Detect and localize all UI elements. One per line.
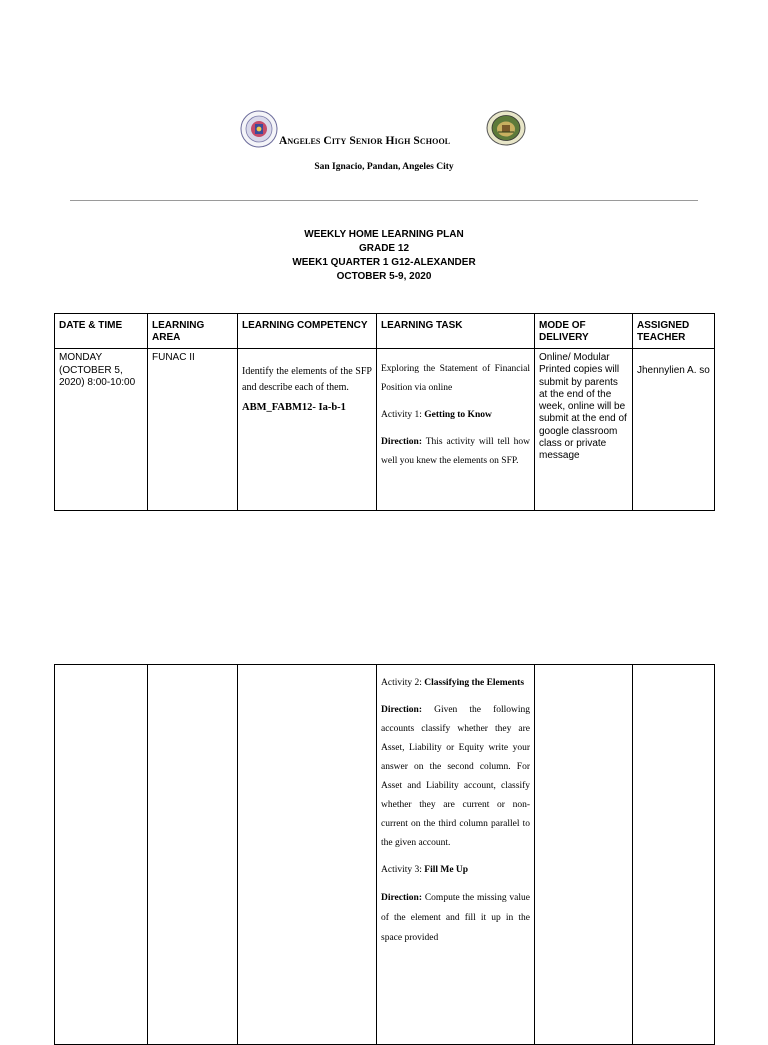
activity-3-title: Fill Me Up [424, 865, 469, 875]
table-header-row [55, 314, 715, 349]
learning-task-cell [377, 665, 535, 1045]
direction-text: This activity will tell how well you knew the elements on SFP. [381, 437, 530, 466]
learning-competency-cell [238, 665, 377, 1045]
header-learning-task: LEARNING TASK [377, 314, 535, 349]
date-time-cell [55, 665, 148, 1045]
learning-competency-cell [238, 349, 377, 511]
direction-text: Given the following accounts classify whether they are Asset, Liability or Equity write your answer on the second column. For Asset and Liability account, classify whether they are current or non-current on the third column parallel to the given account. [381, 705, 531, 848]
activity-2-direction [381, 701, 530, 853]
table-row [55, 665, 715, 1045]
plan-title [0, 228, 768, 284]
activity-1-direction [381, 433, 530, 471]
mode-of-delivery-cell: Online/ Modular Printed copies will submit by parents at the end of the week, online will be submit at the end of google classroom class or private message [535, 349, 633, 511]
activity-1-label: Activity 1: [381, 410, 422, 420]
learning-task-cell [377, 349, 535, 511]
direction-text: Compute the missing value of the element and fill it up in the space provided [381, 893, 530, 943]
school-name: Angeles City Senior High School [279, 135, 451, 147]
plan-date-line: OCTOBER 5-9, 2020 [336, 271, 432, 282]
learning-plan-table-continued [54, 664, 715, 1045]
deped-seal-icon [240, 110, 278, 148]
learning-area-cell: FUNAC II [148, 349, 238, 511]
competency-code: ABM_FABM12- Ia-b-1 [242, 402, 346, 413]
assigned-teacher-cell: Jhennylien A. so [633, 349, 715, 511]
plan-title-line: WEEKLY HOME LEARNING PLAN [304, 229, 464, 240]
activity-2-title: Classifying the Elements [424, 678, 525, 688]
header-mode-of-delivery: MODE OF DELIVERY [535, 314, 633, 349]
activity-3-label: Activity 3: [381, 865, 422, 875]
plan-grade-line: GRADE 12 [358, 243, 409, 254]
date-time-cell: MONDAY (OCTOBER 5, 2020) 8:00-10:00 [55, 349, 148, 511]
table-row [55, 349, 715, 511]
school-seal-icon [486, 110, 526, 146]
header-learning-area: LEARNING AREA [148, 314, 238, 349]
direction-label: Direction: [381, 893, 422, 903]
assigned-teacher-cell [633, 665, 715, 1045]
learning-plan-table [54, 313, 715, 511]
header-learning-competency: LEARNING COMPETENCY [238, 314, 377, 349]
header-assigned-teacher: ASSIGNED TEACHER [633, 314, 715, 349]
mode-of-delivery-cell [535, 665, 633, 1045]
direction-label: Direction: [381, 437, 422, 447]
activity-3-direction [381, 888, 530, 948]
competency-text: Identify the elements of the SFP and describe each of them. [242, 366, 372, 393]
task-intro: Exploring the Statement of Financial Position via online [381, 364, 530, 393]
learning-area-cell [148, 665, 238, 1045]
school-header [0, 108, 768, 188]
header-divider [70, 200, 698, 201]
header-date-time: DATE & TIME [55, 314, 148, 349]
plan-week-line: WEEK1 QUARTER 1 G12-ALEXANDER [292, 257, 476, 268]
direction-label: Direction: [381, 705, 422, 715]
activity-1 [381, 406, 530, 425]
school-address: San Ignacio, Pandan, Angeles City [314, 162, 454, 172]
activity-1-title: Getting to Know [424, 410, 492, 420]
activity-2-label: Activity 2: [381, 678, 422, 688]
activity-2 [381, 674, 530, 693]
activity-3 [381, 861, 530, 880]
